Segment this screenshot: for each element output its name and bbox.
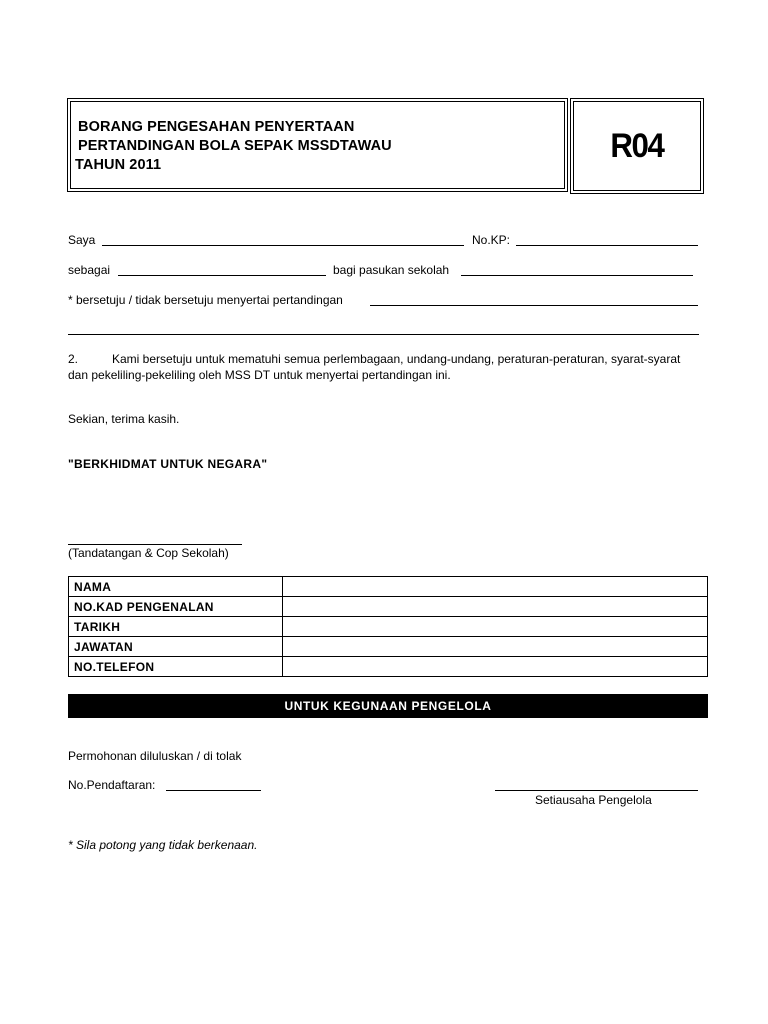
secretary-signature-line[interactable] <box>495 790 698 791</box>
table-row <box>69 637 708 657</box>
pertandingan-blank-continued[interactable] <box>68 334 699 335</box>
row-label-nama: NAMA <box>69 577 283 597</box>
row-value-jawatan[interactable] <box>283 637 708 657</box>
row-label-tarikh: TARIKH <box>69 617 283 637</box>
signature-line[interactable] <box>68 544 242 545</box>
pertandingan-blank[interactable] <box>370 305 698 306</box>
sebagai-blank[interactable] <box>118 275 326 276</box>
nokp-label: No.KP: <box>472 233 511 247</box>
paragraph-number: 2. <box>68 352 79 366</box>
pasukan-label: bagi pasukan sekolah <box>333 263 450 277</box>
form-code: R04 <box>610 126 664 165</box>
closing-text: Sekian, terima kasih. <box>68 412 180 426</box>
row-label-no-kad-pengenalan: NO.KAD PENGENALAN <box>69 597 283 617</box>
signature-caption: (Tandatangan & Cop Sekolah) <box>68 546 229 560</box>
form-title-box <box>67 98 568 192</box>
row-value-no-kad-pengenalan[interactable] <box>283 597 708 617</box>
registration-label: No.Pendaftaran: <box>68 778 156 792</box>
admin-section-title: UNTUK KEGUNAAN PENGELOLA <box>284 699 492 713</box>
pasukan-blank[interactable] <box>461 275 693 276</box>
table-row <box>69 577 708 597</box>
row-value-no-telefon[interactable] <box>283 657 708 677</box>
row-value-tarikh[interactable] <box>283 617 708 637</box>
row-value-nama[interactable] <box>283 577 708 597</box>
saya-blank[interactable] <box>102 245 464 246</box>
row-label-jawatan: JAWATAN <box>69 637 283 657</box>
paragraph-text: Kami bersetuju untuk mematuhi semua perlembagaan, undang-undang, peraturan-peraturan, syarat-syarat dan pekeliling-pekeliling oleh MSS DT untuk menyertai pertandingan ini. <box>68 352 681 382</box>
sebagai-label: sebagai <box>68 263 111 277</box>
saya-label: Saya <box>68 233 96 247</box>
motto: "BERKHIDMAT UNTUK NEGARA" <box>68 457 268 471</box>
application-status-text: Permohonan diluluskan / di tolak <box>68 749 242 763</box>
nokp-blank[interactable] <box>516 245 698 246</box>
form-title-line2: PERTANDINGAN BOLA SEPAK MSSDTAWAU <box>78 138 392 154</box>
form-code-box <box>570 98 704 194</box>
table-row <box>69 657 708 677</box>
admin-section-bar <box>68 694 708 718</box>
secretary-caption: Setiausaha Pengelola <box>535 793 652 807</box>
setuju-label: * bersetuju / tidak bersetuju menyertai pertandingan <box>68 293 343 307</box>
footnote: * Sila potong yang tidak berkenaan. <box>68 838 258 852</box>
form-title-line1: BORANG PENGESAHAN PENYERTAAN <box>78 119 355 135</box>
registration-blank[interactable] <box>166 790 261 791</box>
table-row <box>69 617 708 637</box>
agreement-paragraph <box>68 351 700 383</box>
info-table <box>68 576 708 677</box>
table-row <box>69 597 708 617</box>
row-label-no-telefon: NO.TELEFON <box>69 657 283 677</box>
form-title-year: TAHUN 2011 <box>75 157 162 173</box>
